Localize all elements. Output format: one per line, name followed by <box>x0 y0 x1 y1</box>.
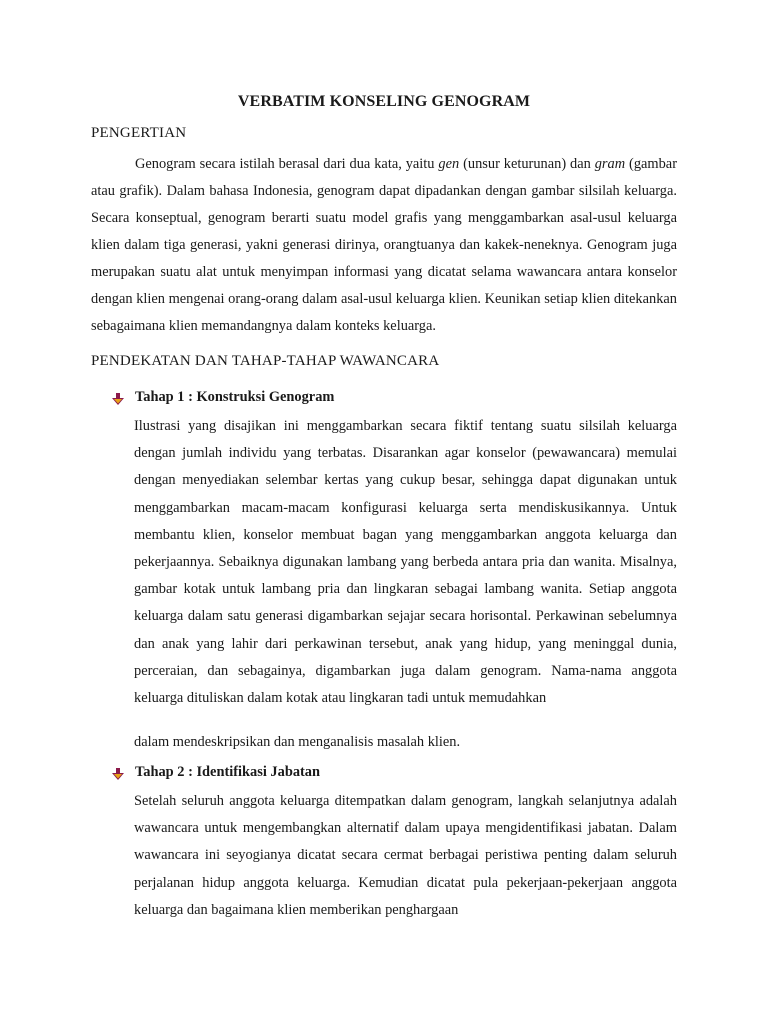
paragraph-text: Genogram secara istilah berasal dari dua kata, yaitu <box>135 156 439 172</box>
term-gen: gen <box>438 156 460 172</box>
step-1-body: Ilustrasi yang disajikan ini menggambarkan secara fiktif tentang suatu silsilah keluarga dengan jumlah individu yang terbatas. Disarankan agar konselor (pewawancara) memulai dengan menyediakan selembar kertas yang cukup besar, sehingga dapat digunakan untuk menggambarkan macam-macam konfigurasi keluarga serta mendiskusikannya. Untuk membantu klien, konselor membuat bagan yang menggambarkan anggota keluarga dan pekerjaannya. Sebaiknya digunakan lambang yang berbeda antara pria dan wanita. Misalnya, gambar kotak untuk lambang pria dan lingkaran sebagai lambang wanita. Setiap anggota keluarga dalam satu generasi digambarkan sejajar secara horisontal. Perkawinan sebelumnya dan anak yang lahir dari perkawinan tersebut, anak yang hidup, yang meninggal dunia, perceraian, dan sebagainya, digambarkan juga dalam genogram. Nama-nama anggota keluarga dituliskan dalam kotak atau lingkaran tadi untuk memudahkan <box>134 418 677 707</box>
step-2-title: Tahap 2 : Identifikasi Jabatan <box>135 764 321 780</box>
paragraph-text: (unsur keturunan) dan <box>459 156 595 172</box>
paragraph-text: (gambar atau grafik). Dalam bahasa Indonesia, genogram dapat dipadankan dengan gambar silsilah keluarga. Secara konseptual, genogram berarti suatu model grafis yang menggambarkan asal-usul keluarga klien dalam tiga generasi, yakni generasi dirinya, orangtuanya dan kakek-neneknya. Genogram juga merupakan suatu alat untuk menyimpan informasi yang dicatat selama wawancara antara konselor dengan klien mengenai orang-orang dalam asal-usul keluarga klien. Keunikan setiap klien ditekankan sebagaimana klien memandangnya dalam konteks keluarga. <box>91 156 677 334</box>
step-1-tail: dalam mendeskripsikan dan menganalisis masalah klien. <box>134 734 461 750</box>
section-heading-pendekatan: PENDEKATAN DAN TAHAP-TAHAP WAWANCARA <box>91 353 440 369</box>
arrow-bullet-icon <box>112 768 124 780</box>
term-gram: gram <box>594 156 626 172</box>
section-heading-pengertian: PENGERTIAN <box>91 125 187 141</box>
step-1-title: Tahap 1 : Konstruksi Genogram <box>135 389 335 405</box>
arrow-bullet-icon <box>112 393 124 405</box>
step-2-body: Setelah seluruh anggota keluarga ditempatkan dalam genogram, langkah selanjutnya adalah wawancara untuk mengembangkan alternatif dalam upaya mengidentifikasi jabatan. Dalam wawancara ini seyogianya dicatat secara cermat berbagai peristiwa penting dalam seluruh perjalanan hidup anggota keluarga. Kemudian dicatat pula pekerjaan-pekerjaan anggota keluarga dan bagaimana klien memberikan penghargaan <box>134 793 677 918</box>
paragraph-pengertian <box>91 151 677 340</box>
document-title: VERBATIM KONSELING GENOGRAM <box>237 93 531 110</box>
